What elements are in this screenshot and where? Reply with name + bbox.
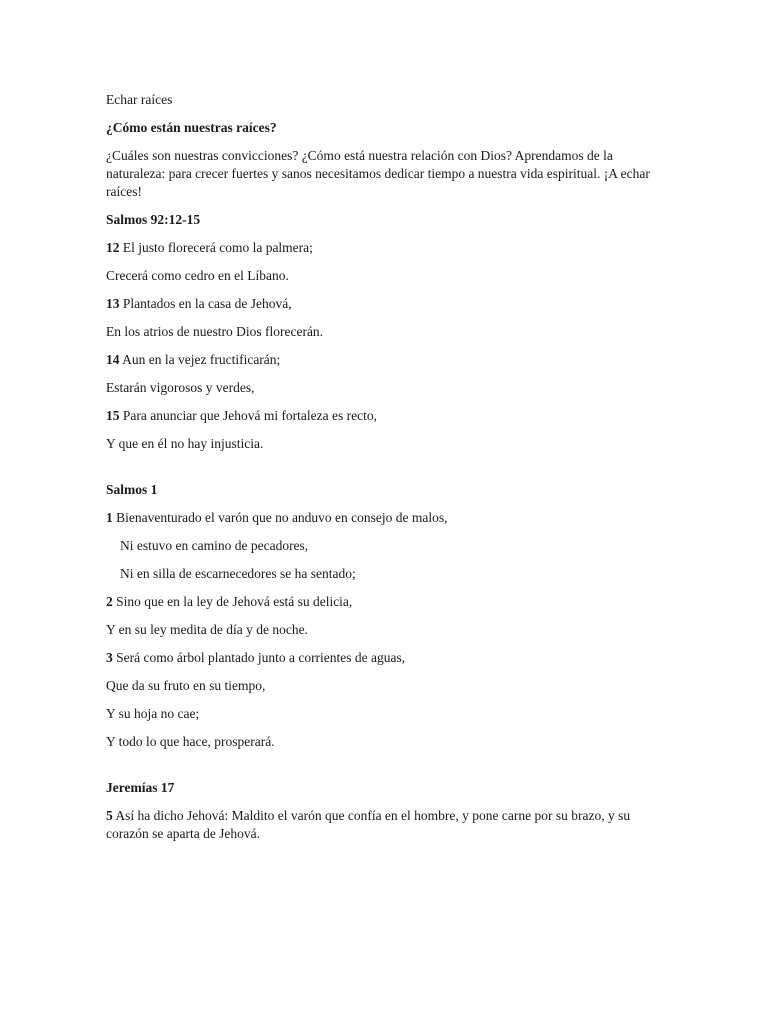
document-page <box>106 91 666 853</box>
verse-text: Y todo lo que hace, prosperará. <box>106 734 275 749</box>
scripture-sections <box>106 211 666 843</box>
verse-line <box>106 509 666 527</box>
verse-text: Ni en silla de escarnecedores se ha sentado; <box>120 566 356 581</box>
section-heading: Salmos 92:12-15 <box>106 212 201 227</box>
section-heading: Jeremías 17 <box>106 780 175 795</box>
verse-number: 5 <box>106 808 113 823</box>
verse-line <box>106 323 666 341</box>
verse-text: Plantados en la casa de Jehová, <box>119 296 292 311</box>
verse-line <box>106 295 666 313</box>
verse-number: 15 <box>106 408 120 423</box>
verse-number: 2 <box>106 594 113 609</box>
verse-text: Para anunciar que Jehová mi fortaleza es recto, <box>119 408 378 423</box>
verse-text: Y su hoja no cae; <box>106 706 200 721</box>
verse-text: Y en su ley medita de día y de noche. <box>106 622 308 637</box>
verse-text: El justo florecerá como la palmera; <box>119 240 313 255</box>
verse-line <box>106 621 666 639</box>
verse-text: Bienaventurado el varón que no anduvo en consejo de malos, <box>112 510 448 525</box>
section-spacer <box>106 761 666 779</box>
verse-number: 1 <box>106 510 113 525</box>
verse-number: 14 <box>106 352 120 367</box>
verse-line <box>106 565 666 583</box>
intro-paragraph: ¿Cuáles son nuestras convicciones? ¿Cómo está nuestra relación con Dios? Aprendamos de la naturaleza: para crecer fuertes y sanos necesitamos dedicar tiempo a nuestra vida espiritual. ¡A echar raíces! <box>106 148 654 199</box>
verse-line <box>106 239 666 257</box>
verse-text: Así ha dicho Jehová: Maldito el varón que confía en el hombre, y pone carne por su brazo, y su corazón se aparta de Jehová. <box>106 808 634 841</box>
verse-line <box>106 807 666 843</box>
verse-line <box>106 435 666 453</box>
document-title: Echar raíces <box>106 92 173 107</box>
section-heading: Salmos 1 <box>106 482 158 497</box>
verse-text: Aun en la vejez fructificarán; <box>119 352 281 367</box>
verse-line <box>106 351 666 369</box>
verse-line <box>106 733 666 751</box>
verse-text: Será como árbol plantado junto a corrientes de aguas, <box>112 650 406 665</box>
verse-line <box>106 677 666 695</box>
verse-text: En los atrios de nuestro Dios florecerán. <box>106 324 324 339</box>
document-heading: ¿Cómo están nuestras raíces? <box>106 120 277 135</box>
verse-line <box>106 649 666 667</box>
verse-line <box>106 379 666 397</box>
verse-line <box>106 407 666 425</box>
verse-number: 3 <box>106 650 113 665</box>
verse-number: 12 <box>106 240 120 255</box>
verse-text: Que da su fruto en su tiempo, <box>106 678 266 693</box>
verse-line <box>106 537 666 555</box>
verse-text: Sino que en la ley de Jehová está su delicia, <box>112 594 353 609</box>
verse-text: Estarán vigorosos y verdes, <box>106 380 255 395</box>
verse-text: Ni estuvo en camino de pecadores, <box>120 538 309 553</box>
verse-line <box>106 593 666 611</box>
verse-text: Crecerá como cedro en el Líbano. <box>106 268 289 283</box>
verse-line <box>106 705 666 723</box>
section-spacer <box>106 463 666 481</box>
verse-text: Y que en él no hay injusticia. <box>106 436 264 451</box>
verse-number: 13 <box>106 296 120 311</box>
verse-line <box>106 267 666 285</box>
